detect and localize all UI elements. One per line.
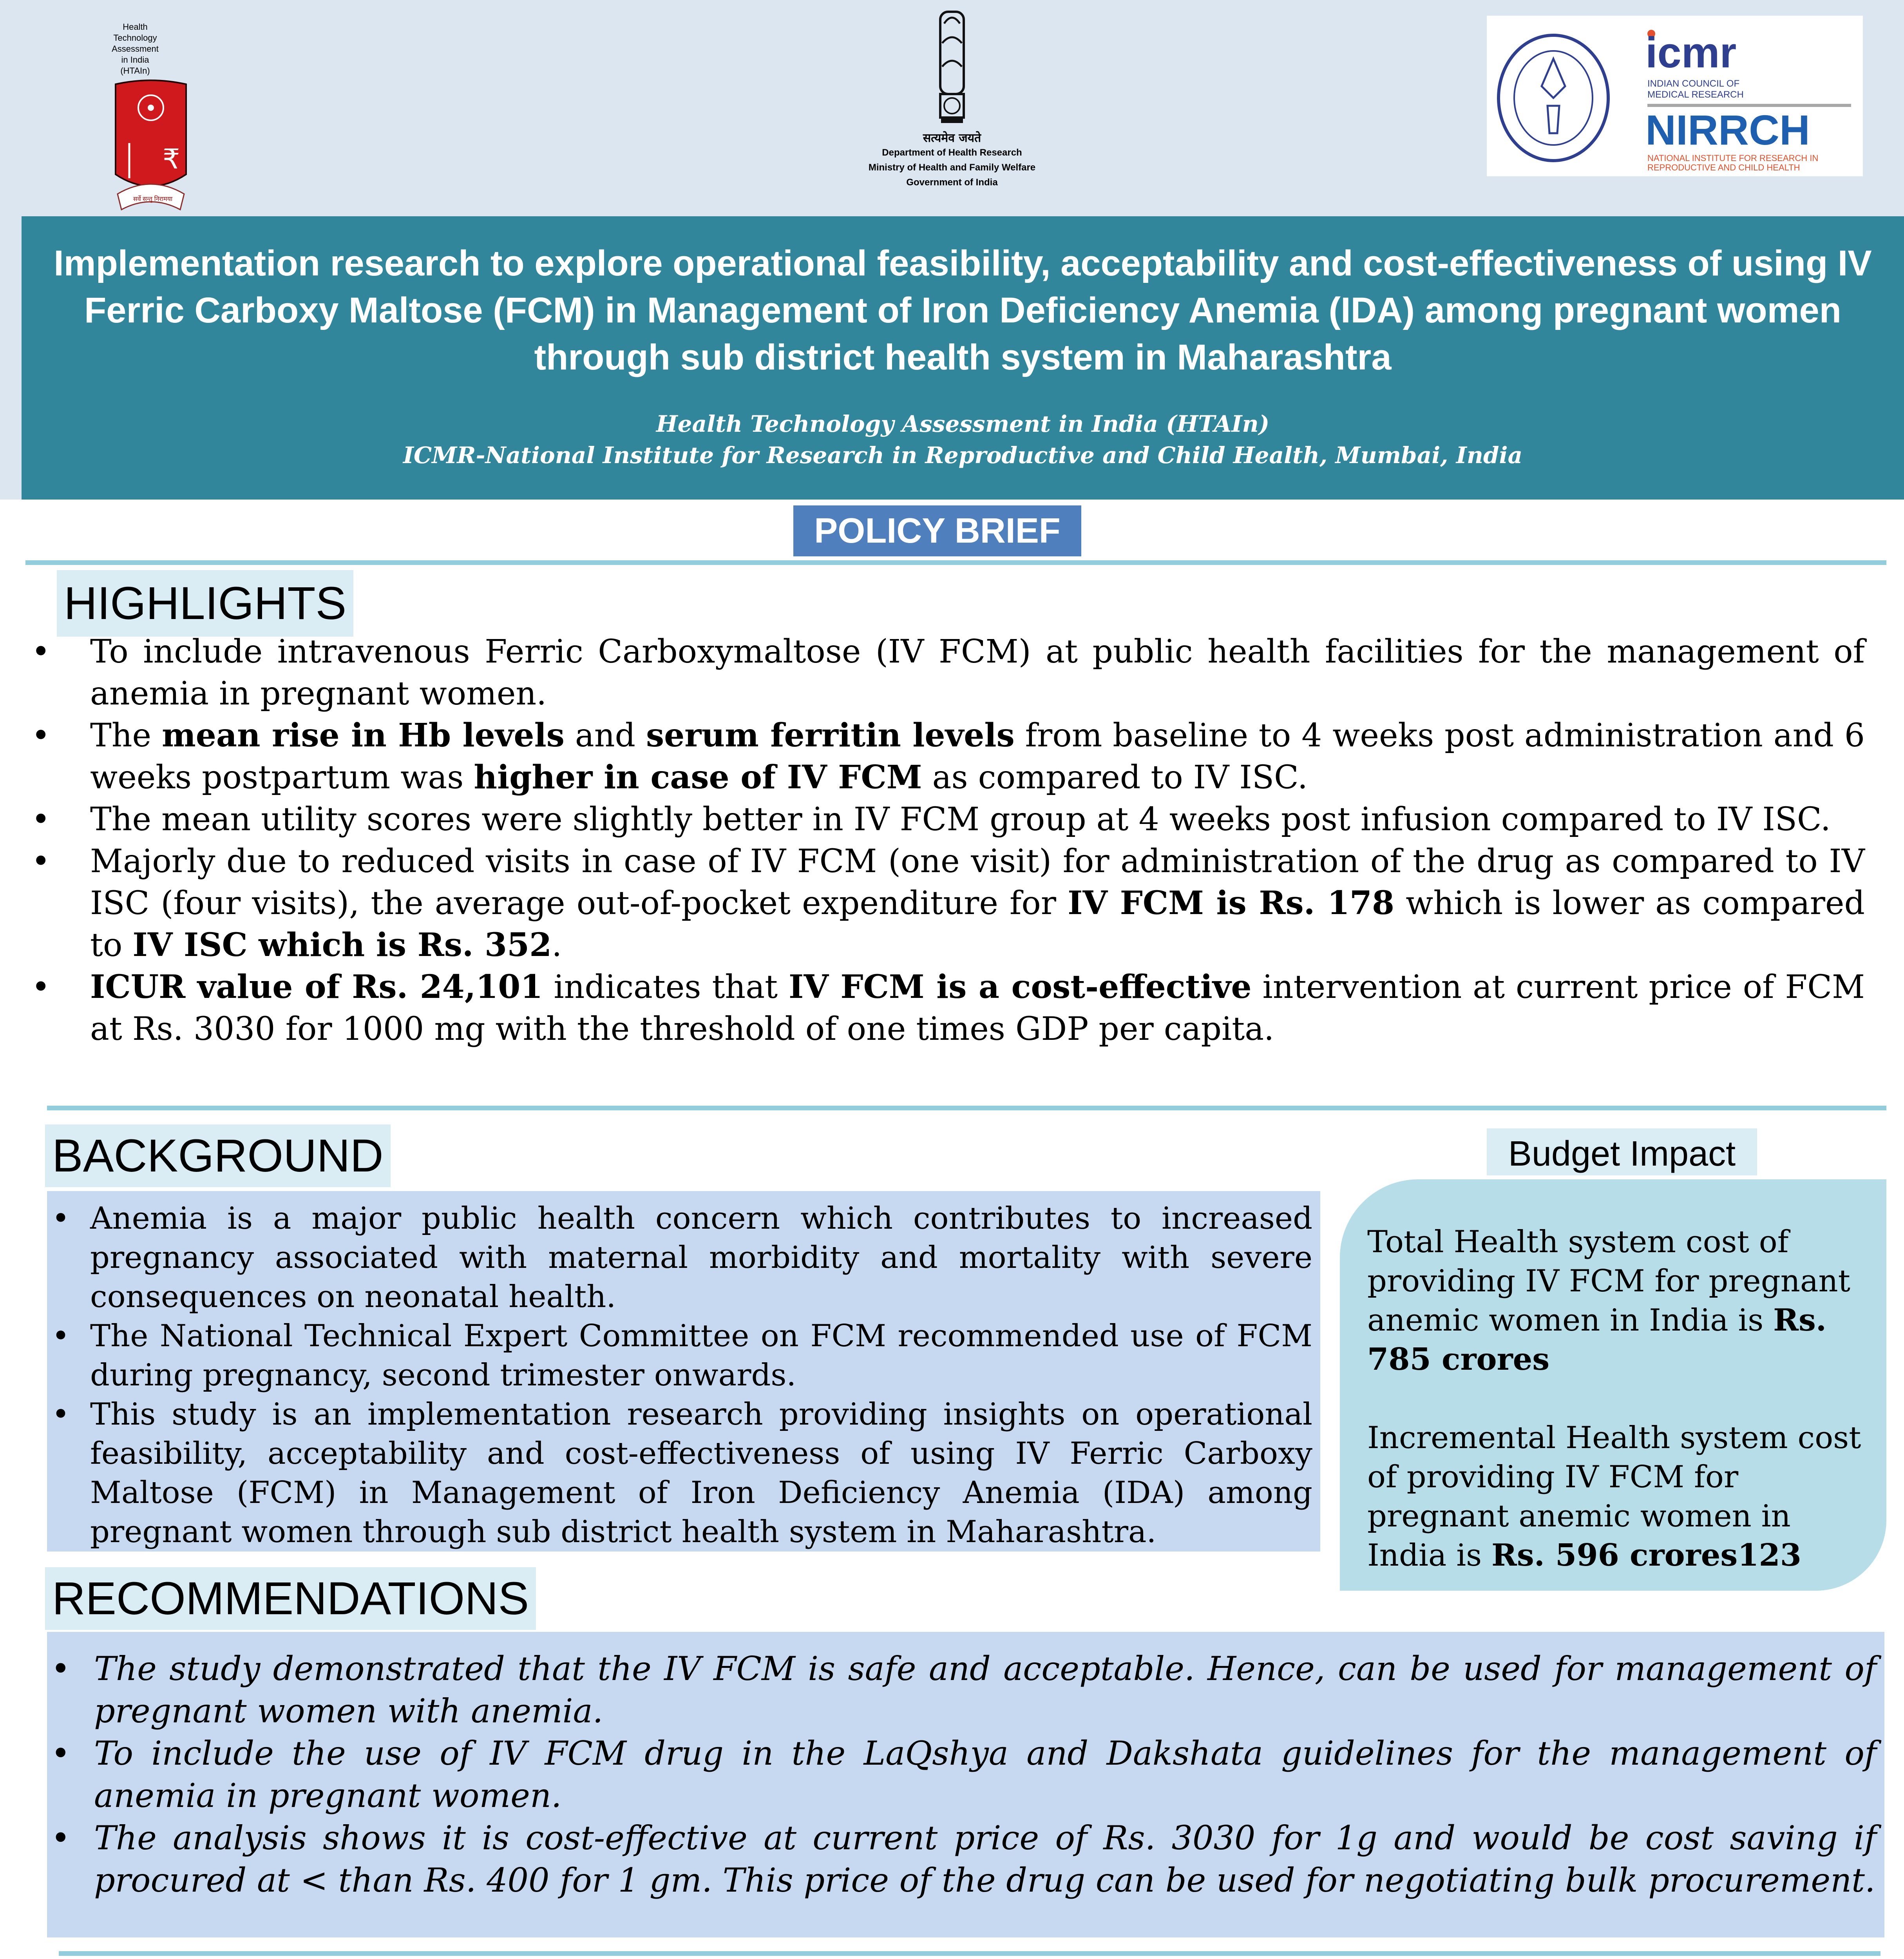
org-line-2: ICMR-National Institute for Research in Reproductive and Child Health, Mumbai, India xyxy=(403,442,1523,469)
icmr-wordmark: icmr xyxy=(1645,29,1737,77)
budget-total-cost xyxy=(1367,1222,1877,1379)
divider xyxy=(59,1951,1880,1956)
budget-incremental-cost xyxy=(1367,1418,1877,1575)
text-run: Incremental Health system cost of providing IV FCM for pregnant anemic women in India is xyxy=(1367,1420,1861,1573)
text-run: indicates that xyxy=(543,969,789,1006)
icmr-nirrch-logo xyxy=(1487,16,1863,176)
page-title: Implementation research to explore operational feasibility, acceptability and cost-effectiveness of using IV Ferric Carboxy Maltose (FCM) in Management of Iron Deficiency Anemia (IDA) among pregnant women through sub district health system in Maharashtra xyxy=(54,243,1872,377)
background-box xyxy=(47,1191,1320,1552)
highlight-item xyxy=(24,715,1865,798)
emphasis-text: Rs. 596 crores123 xyxy=(1491,1537,1802,1573)
recommendation-item: • The study demonstrated that the IV FCM is safe and acceptable. Hence, can be used for management of pregnant women with anemia. xyxy=(47,1648,1877,1732)
highlight-item xyxy=(24,966,1865,1050)
htain-caption: Health Technology Assessment in India (HTAIn) xyxy=(112,22,159,76)
text-run: which is lower as compared to xyxy=(90,885,1865,964)
budget-impact-panel xyxy=(1340,1179,1886,1591)
text-run: Majorly due to reduced visits in case of IV FCM (one visit) for administration of the drug as compared to IV ISC (four visits), the average out-of-pocket expenditure for xyxy=(90,843,1865,922)
policy-brief-label: POLICY BRIEF xyxy=(793,505,1081,556)
text-run: and xyxy=(564,717,646,754)
emphasis-text: IV FCM is Rs. 178 xyxy=(1068,884,1395,922)
dept-line-2: Ministry of Health and Family Welfare xyxy=(868,162,1036,173)
nirrch-fullname: NATIONAL INSTITUTE FOR RESEARCH IN REPRODUCTIVE AND CHILD HEALTH xyxy=(1647,153,1819,172)
highlights-heading: HIGHLIGHTS xyxy=(57,570,353,637)
svg-text:₹: ₹ xyxy=(163,144,180,174)
icmr-seal-icon xyxy=(1495,31,1612,165)
recommendation-item: • The analysis shows it is cost-effective at current price of Rs. 3030 for 1g and would be cost saving if procured at < than Rs. 400 for 1 gm. This price of the drug can be used for negotiating bulk procurement. xyxy=(47,1817,1877,1901)
text-run: as compared to IV ISC. xyxy=(922,759,1308,796)
background-item: • This study is an implementation research providing insights on operational feasibility, acceptability and cost-effectiveness of using IV Ferric Carboxy Maltose (FCM) in Management of Iron Deficiency Anemia (IDA) among pregnant women through sub district health system in Maharashtra. xyxy=(47,1395,1312,1552)
dept-line-3: Government of India xyxy=(906,177,998,188)
recommendation-item: • To include the use of IV FCM drug in the LaQshya and Dakshata guidelines for the management of anemia in pregnant women. xyxy=(47,1732,1877,1817)
ashoka-emblem-icon xyxy=(928,8,976,125)
emblem-motto: सत्यमेव जयते xyxy=(923,131,981,145)
text-run: intervention at current price of FCM at Rs. 3030 for 1000 mg with the threshold of one times GDP per capita. xyxy=(90,969,1865,1048)
htain-logo xyxy=(106,22,255,203)
highlight-item xyxy=(24,631,1865,715)
htain-shield-icon xyxy=(106,76,255,225)
icmr-fullname: INDIAN COUNCIL OF MEDICAL RESEARCH xyxy=(1647,78,1744,100)
emphasis-text: IV ISC which is Rs. 352 xyxy=(132,926,552,964)
emphasis-text: higher in case of IV FCM xyxy=(474,759,922,796)
background-heading: BACKGROUND xyxy=(45,1124,391,1187)
divider xyxy=(47,1106,1886,1110)
emphasis-text: IV FCM is a cost-effective xyxy=(789,968,1252,1006)
text-run: The xyxy=(90,717,162,754)
national-emblem xyxy=(823,8,1081,196)
dept-line-1: Department of Health Research xyxy=(882,147,1022,158)
highlight-item xyxy=(24,798,1865,840)
text-run: To include intravenous Ferric Carboxymaltose (IV FCM) at public health facilities for the management of anemia in pregnant women. xyxy=(90,633,1865,712)
background-item: • Anemia is a major public health concern which contributes to increased pregnancy associated with maternal morbidity and mortality with severe consequences on neonatal health. xyxy=(47,1199,1312,1316)
text-run: The mean utility scores were slightly better in IV FCM group at 4 weeks post infusion compared to IV ISC. xyxy=(90,801,1831,838)
text-run: Total Health system cost of providing IV FCM for pregnant anemic women in India is xyxy=(1367,1224,1850,1338)
background-item: • The National Technical Expert Committee on FCM recommended use of FCM during pregnancy, second trimester onwards. xyxy=(47,1316,1312,1395)
recommendations-box xyxy=(47,1632,1884,1937)
htain-motto: सर्वे सन्तु निरामया xyxy=(133,196,173,203)
emphasis-text: serum ferritin levels xyxy=(646,717,1015,754)
emphasis-text: mean rise in Hb levels xyxy=(161,717,565,754)
background-list xyxy=(47,1191,1320,1552)
recommendations-heading: RECOMMENDATIONS xyxy=(45,1567,536,1630)
emphasis-text: Rs. 785 crores xyxy=(1367,1302,1827,1377)
org-line-1: Health Technology Assessment in India (HTAIn) xyxy=(656,411,1270,437)
highlight-item xyxy=(24,840,1865,966)
budget-impact-heading: Budget Impact xyxy=(1487,1128,1757,1175)
divider xyxy=(25,560,1886,565)
recommendations-list xyxy=(47,1632,1884,1901)
emphasis-text: ICUR value of Rs. 24,101 xyxy=(90,968,543,1006)
text-run: . xyxy=(552,927,562,964)
text-run: from baseline to 4 weeks post administration and 6 weeks postpartum was xyxy=(90,717,1865,796)
nirrch-wordmark: NIRRCH xyxy=(1645,106,1810,154)
title-banner xyxy=(22,216,1904,500)
highlights-list xyxy=(24,631,1865,1050)
